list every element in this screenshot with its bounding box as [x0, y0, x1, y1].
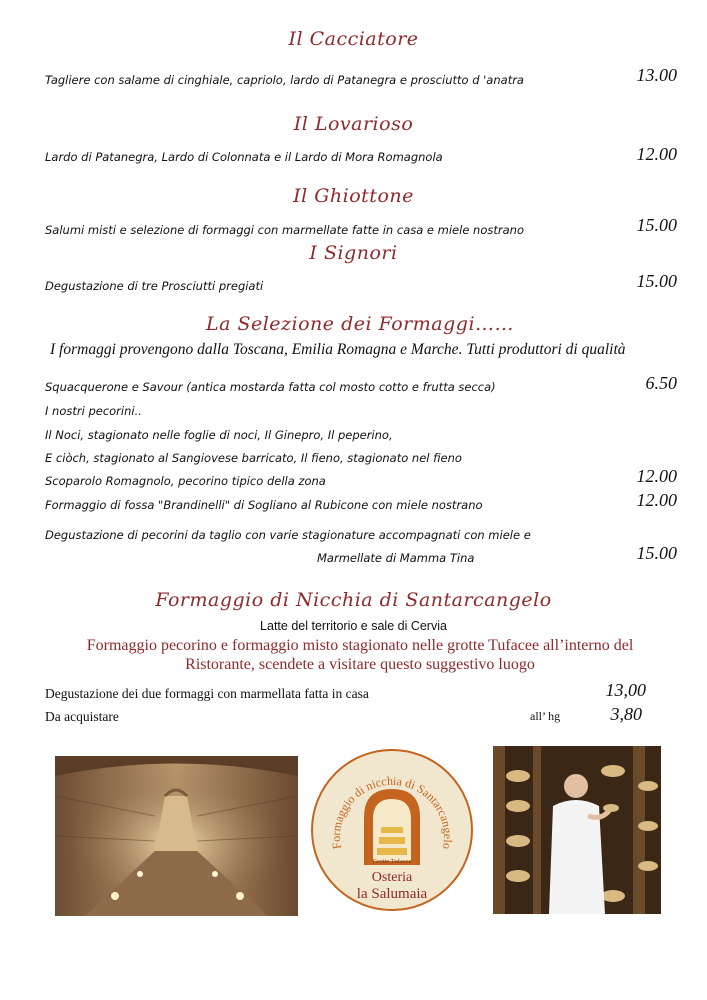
osteria-logo [309, 747, 475, 913]
section-title-cacciatore: Il Cacciatore [288, 28, 419, 50]
menu-item-desc: Squacquerone e Savour (antica mostarda fatta col mosto cotto e frutta secca) [45, 380, 496, 394]
menu-item-desc: Degustazione di pecorini da taglio con varie stagionature accompagnati con miele e [45, 528, 531, 542]
menu-item-price: 15.00 [636, 215, 677, 235]
section-title-formaggi: La Selezione dei Formaggi…… [205, 313, 515, 335]
menu-item-price: 13.00 [636, 65, 677, 85]
logo-name-text: la Salumaia [356, 886, 428, 902]
menu-item-unit: all’ hg [530, 709, 561, 723]
nicchia-description-line2: Ristorante, scendete a visitare questo suggestivo luogo [185, 656, 535, 673]
section-subtitle-formaggi: I formaggi provengono dalla Toscana, Emilia Romagna e Marche. Tutti produttori di qualità [50, 341, 626, 358]
logo-grotte-text: Grotte Tufacee [372, 858, 412, 865]
nicchia-description-line1: Formaggio pecorino e formaggio misto stagionato nelle grotte Tufacee all’interno del [86, 637, 634, 654]
menu-item-price: 12.00 [636, 490, 677, 510]
menu-item-desc: Il Noci, stagionato nelle foglie di noci, Il Ginepro, Il peperino, [45, 428, 393, 442]
menu-item-desc: Marmellate di Mamma Tina [317, 551, 475, 565]
logo-osteria-text: Osteria [371, 870, 413, 885]
section-title-ghiottone: Il Ghiottone [293, 185, 414, 207]
menu-item-desc: Salumi misti e selezione di formaggi con marmellate fatte in casa e miele nostrano [45, 223, 524, 237]
menu-item-desc: Da acquistare [45, 709, 119, 724]
menu-item-price: 12.00 [636, 466, 677, 486]
section-title-lovarioso: Il Lovarioso [293, 113, 414, 135]
menu-item-desc: I nostri pecorini.. [45, 404, 142, 418]
menu-item-desc: E ciòch, stagionato al Sangiovese barricato, Il fieno, stagionato nel fieno [45, 451, 462, 465]
menu-item-desc: Scoparolo Romagnolo, pecorino tipico della zona [45, 474, 326, 488]
section-title-signori: I Signori [309, 242, 398, 264]
menu-item-price: 12.00 [636, 144, 677, 164]
menu-item-price: 6.50 [645, 373, 677, 393]
nicchia-note: Latte del territorio e sale di Cervia [260, 619, 447, 633]
menu-item-desc: Degustazione dei due formaggi con marmellata fatta in casa [45, 686, 369, 701]
logo-arc-text: Formaggio di nicchia di Santarcangelo [328, 773, 456, 851]
menu-item-price: 3,80 [610, 704, 642, 724]
menu-item-desc: Formaggio di fossa "Brandinelli" di Sogliano al Rubicone con miele nostrano [45, 498, 483, 512]
menu-item-desc: Tagliere con salame di cinghiale, capriolo, lardo di Patanegra e prosciutto d 'anatra [45, 73, 524, 87]
menu-item-desc: Degustazione di tre Prosciutti pregiati [45, 279, 264, 293]
section-title-nicchia: Formaggio di Nicchia di Santarcangelo [155, 589, 552, 611]
cheese-cellar-photo [493, 746, 661, 914]
menu-item-price: 15.00 [636, 543, 677, 563]
menu-item-price: 15.00 [636, 271, 677, 291]
cave-tunnel-photo [55, 756, 298, 916]
menu-item-price: 13,00 [605, 680, 646, 700]
menu-item-desc: Lardo di Patanegra, Lardo di Colonnata e il Lardo di Mora Romagnola [45, 150, 443, 164]
